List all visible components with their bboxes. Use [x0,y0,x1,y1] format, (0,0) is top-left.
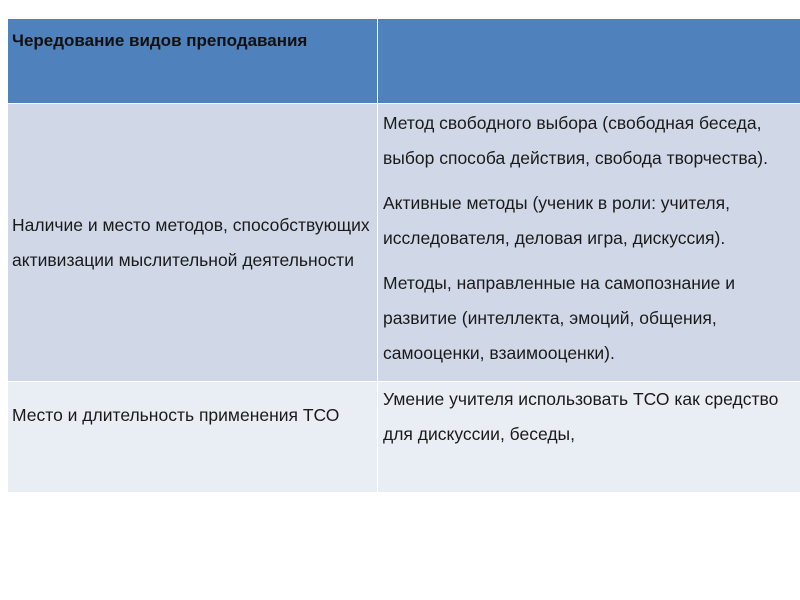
table-header-row [8,19,800,104]
table-row [8,104,800,382]
description-text: Умение учителя использовать ТСО как средство для дискуссии, беседы, [383,389,779,444]
criterion-cell [8,104,378,382]
description-paragraph-self-knowledge: Методы, направленные на самопознание и развитие (интеллекта, эмоций, общения, самооценки, взаимооценки). [383,273,736,363]
criterion-text: Наличие и место методов, способствующих активизации мыслительной деятельности [12,214,370,270]
criterion-cell [8,382,378,493]
criterion-text: Место и длительность применения ТСО [12,405,340,425]
description-cell [378,382,800,493]
header-cell-criterion [8,19,378,104]
description-cell [378,104,800,382]
lesson-analysis-table [7,18,800,493]
header-cell-description-text [378,19,800,24]
header-cell-criterion-text: Чередование видов преподавания [12,31,308,50]
header-cell-description [378,19,800,104]
description-paragraph-active-methods: Активные методы (ученик в роли: учителя, исследователя, деловая игра, дискуссия). [383,193,730,248]
table-row [8,382,800,493]
description-paragraph-free-choice: Метод свободного выбора (свободная беседа, выбор способа действия, свобода творчества). [383,113,768,168]
